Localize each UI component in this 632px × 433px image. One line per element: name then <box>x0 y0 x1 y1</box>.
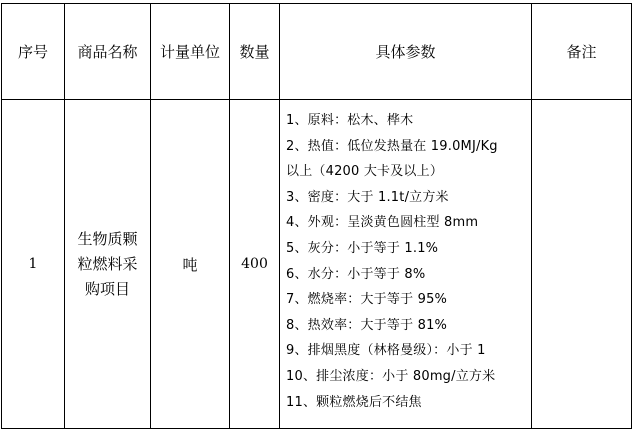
header-product-name: 商品名称 <box>65 4 151 100</box>
row-unit: 吨 <box>151 100 230 429</box>
product-name-line: 粒燃料采 <box>77 254 138 273</box>
procurement-spec-table <box>1 3 632 429</box>
header-remarks: 备注 <box>532 4 632 100</box>
row-specifications <box>280 100 532 429</box>
header-specifications: 具体参数 <box>280 4 532 100</box>
spec-line: 1、原料：松木、桦木 <box>286 113 414 128</box>
spec-line: 8、热效率：大于等于 81% <box>286 317 448 333</box>
product-name-line: 生物质颗 <box>77 229 138 248</box>
row-quantity: 400 <box>230 100 280 429</box>
spec-line: 以上（4200 大卡及以上） <box>286 164 444 180</box>
header-row <box>2 4 632 100</box>
spec-line: 6、水分：小于等于 8% <box>286 266 426 282</box>
spec-line: 5、灰分：小于等于 1.1% <box>286 240 439 256</box>
row-product-name <box>65 100 151 429</box>
spec-line: 2、热值：低位发热量在 19.0MJ/Kg <box>286 138 498 154</box>
header-quantity: 数量 <box>230 4 280 100</box>
spec-line: 11、颗粒燃烧后不结焦 <box>286 394 422 410</box>
product-name-line: 购项目 <box>84 279 130 298</box>
spec-line: 9、排烟黑度（林格曼级）：小于 1 <box>286 343 486 359</box>
row-remarks <box>532 100 632 429</box>
spec-line: 4、外观：呈淡黄色圆柱型 8mm <box>286 215 479 231</box>
spec-line: 7、燃烧率：大于等于 95% <box>286 292 448 308</box>
header-index: 序号 <box>2 4 65 100</box>
spec-line: 3、密度：大于 1.1t/立方米 <box>286 189 449 205</box>
header-unit: 计量单位 <box>151 4 230 100</box>
row-index: 1 <box>2 100 65 429</box>
spec-line: 10、排尘浓度：小于 80mg/立方米 <box>286 368 496 384</box>
table-row <box>2 100 632 429</box>
